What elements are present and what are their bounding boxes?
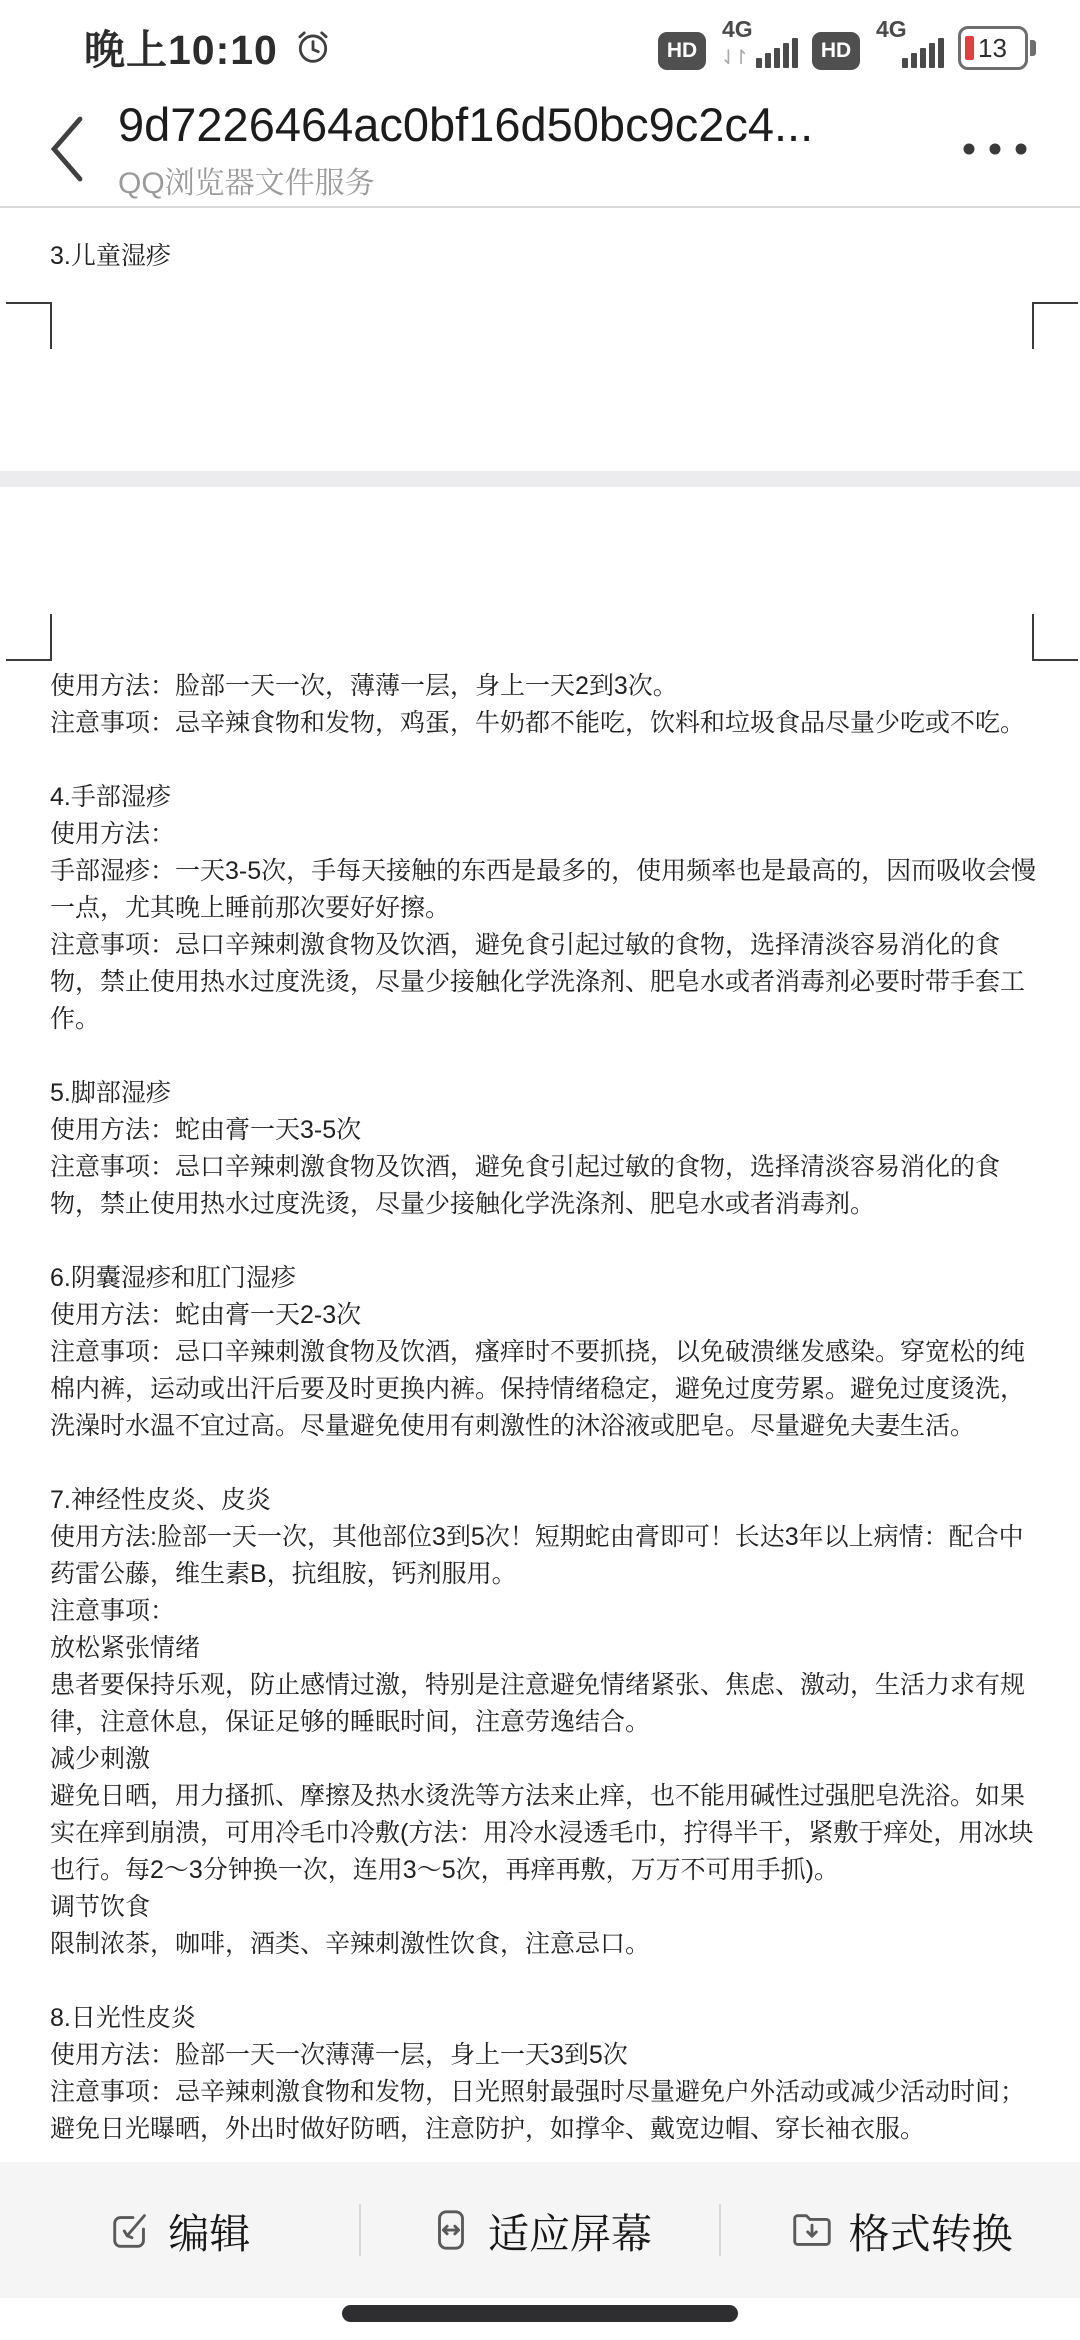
alarm-icon <box>292 25 334 67</box>
signal-bars-icon <box>756 38 798 68</box>
home-indicator-bar[interactable] <box>342 2305 738 2322</box>
battery-percent: 13 <box>978 32 1007 63</box>
file-source-subtitle: QQ浏览器文件服务 <box>118 166 375 200</box>
document-paragraph: 注意事项：忌辛辣食物和发物，鸡蛋，牛奶都不能吃，饮料和垃圾食品尽量少吃或不吃。 <box>50 709 1026 737</box>
overflow-menu-button[interactable] <box>950 109 1040 189</box>
file-title: 9d7226464ac0bf16d50bc9c2c4... <box>118 97 814 151</box>
format-convert-button-label: 格式转换 <box>848 2210 1013 2257</box>
page-margin-mark <box>6 614 52 661</box>
app-header <box>0 92 1080 208</box>
document-paragraph: 4.手部湿疹 <box>50 783 171 811</box>
more-dots-icon <box>958 139 1032 159</box>
status-right <box>658 16 1036 72</box>
document-paragraph: 减少刺激 <box>50 1745 151 1773</box>
document-paragraph: 7.神经性皮炎、皮炎 <box>50 1486 271 1514</box>
edit-button-label: 编辑 <box>168 2210 251 2257</box>
document-paragraph: 使用方法:脸部一天一次，其他部位3到5次！短期蛇由膏即可！长达3年以上病情：配合中药雷公藤，维生素B，抗组胺，钙剂服用。 <box>50 1523 1024 1588</box>
edit-button[interactable] <box>0 2162 359 2298</box>
document-paragraph: 使用方法： <box>50 820 176 848</box>
hd-voice-icon-2: HD <box>812 32 860 70</box>
battery-low-fill <box>965 36 974 60</box>
data-activity-icon: ⇃↾ <box>720 47 746 69</box>
document-paragraph: 注意事项：忌口辛辣刺激食物及饮酒，避免食引起过敏的食物，选择清淡容易消化的食物，禁止使用热水过度洗烫，尽量少接触化学洗涤剂、肥皂水或者消毒剂必要时带手套工作。 <box>50 931 1026 1033</box>
bottom-toolbar <box>0 2162 1080 2298</box>
document-paragraph: 使用方法：脸部一天一次薄薄一层，身上一天3到5次 <box>50 2041 628 2069</box>
document-paragraph: 注意事项：忌口辛辣刺激食物及饮酒，避免食引起过敏的食物，选择清淡容易消化的食物，禁止使用热水过度洗烫，尽量少接触化学洗涤剂、肥皂水或者消毒剂。 <box>50 1153 1001 1218</box>
header-texts <box>118 97 950 202</box>
back-chevron-icon <box>40 111 92 187</box>
fit-screen-button-label: 适应屏幕 <box>488 2210 652 2257</box>
document-paragraph: 避免日晒，用力搔抓、摩擦及热水烫洗等方法来止痒，也不能用碱性过强肥皂洗浴。如果实在痒到崩溃，可用冷毛巾冷敷(方法：用冷水浸透毛巾，拧得半干，紧敷于痒处，用冰块也行。每2～3分钟换一次，连用3～5次，再痒再敷，万万不可用手抓)。 <box>50 1782 1034 1884</box>
signal-bars-icon-2 <box>902 38 944 68</box>
format-convert-folder-icon <box>789 2207 835 2253</box>
page-margin-mark <box>1032 614 1078 661</box>
page-margin-mark <box>1032 302 1078 349</box>
status-left <box>84 17 334 76</box>
clock-time: 晚上10:10 <box>84 26 278 73</box>
format-convert-button[interactable] <box>721 2162 1080 2298</box>
document-paragraph: 8.日光性皮炎 <box>50 2004 196 2032</box>
status-bar <box>0 0 1080 92</box>
back-button[interactable] <box>40 109 100 189</box>
page-separator <box>0 471 1080 487</box>
hd-voice-icon: HD <box>658 32 706 70</box>
edit-pencil-icon <box>108 2207 154 2253</box>
document-paragraph: 手部湿疹：一天3-5次，手每天接触的东西是最多的，使用频率也是最高的，因而吸收会慢一点，尤其晚上睡前那次要好好擦。 <box>50 857 1037 922</box>
document-text <box>50 668 1040 2222</box>
fit-screen-button[interactable] <box>361 2162 720 2298</box>
document-paragraph: 6.阴囊湿疹和肛门湿疹 <box>50 1264 296 1292</box>
document-paragraph: 注意事项：忌辛辣刺激食物和发物，日光照射最强时尽量避免户外活动或减少活动时间；避免日光曝晒，外出时做好防晒，注意防护，如撑伞、戴宽边帽、穿长袖衣服。 <box>50 2078 1026 2143</box>
document-paragraph: 放松紧张情绪 <box>50 1634 201 1662</box>
battery-icon <box>958 26 1036 70</box>
document-paragraph: 使用方法：蛇由膏一天2-3次 <box>50 1301 362 1329</box>
document-paragraph: 注意事项：忌口辛辣刺激食物及饮酒，瘙痒时不要抓挠，以免破溃继发感染。穿宽松的纯棉内裤，运动或出汗后要及时更换内裤。保持情绪稳定，避免过度劳累。避免过度烫洗，洗澡时水温不宜过高。尽量避免使用有刺激性的沐浴液或肥皂。尽量避免夫妻生活。 <box>50 1338 1026 1440</box>
signal-sim1-icon: 4G ⇃↾ <box>720 20 798 72</box>
document-paragraph: 患者要保持乐观，防止感情过激，特别是注意避免情绪紧张、焦虑、激动，生活力求有规律，注意休息，保证足够的睡眠时间，注意劳逸结合。 <box>50 1671 1026 1736</box>
document-paragraph: 使用方法：脸部一天一次，薄薄一层，身上一天2到3次。 <box>50 672 678 700</box>
page-margin-mark <box>6 302 52 349</box>
fit-screen-icon <box>428 2207 474 2253</box>
document-paragraph: 注意事项： <box>50 1597 176 1625</box>
document-paragraph: 使用方法：蛇由膏一天3-5次 <box>50 1116 362 1144</box>
document-paragraph: 限制浓茶，咖啡，酒类、辛辣刺激性饮食，注意忌口。 <box>50 1930 651 1958</box>
signal-sim2-icon: 4G <box>874 20 944 72</box>
document-viewport[interactable] <box>0 210 1080 2162</box>
document-paragraph: 调节饮食 <box>50 1893 151 1921</box>
document-paragraph: 5.脚部湿疹 <box>50 1079 171 1107</box>
document-paragraph: 3.儿童湿疹 <box>50 242 171 270</box>
